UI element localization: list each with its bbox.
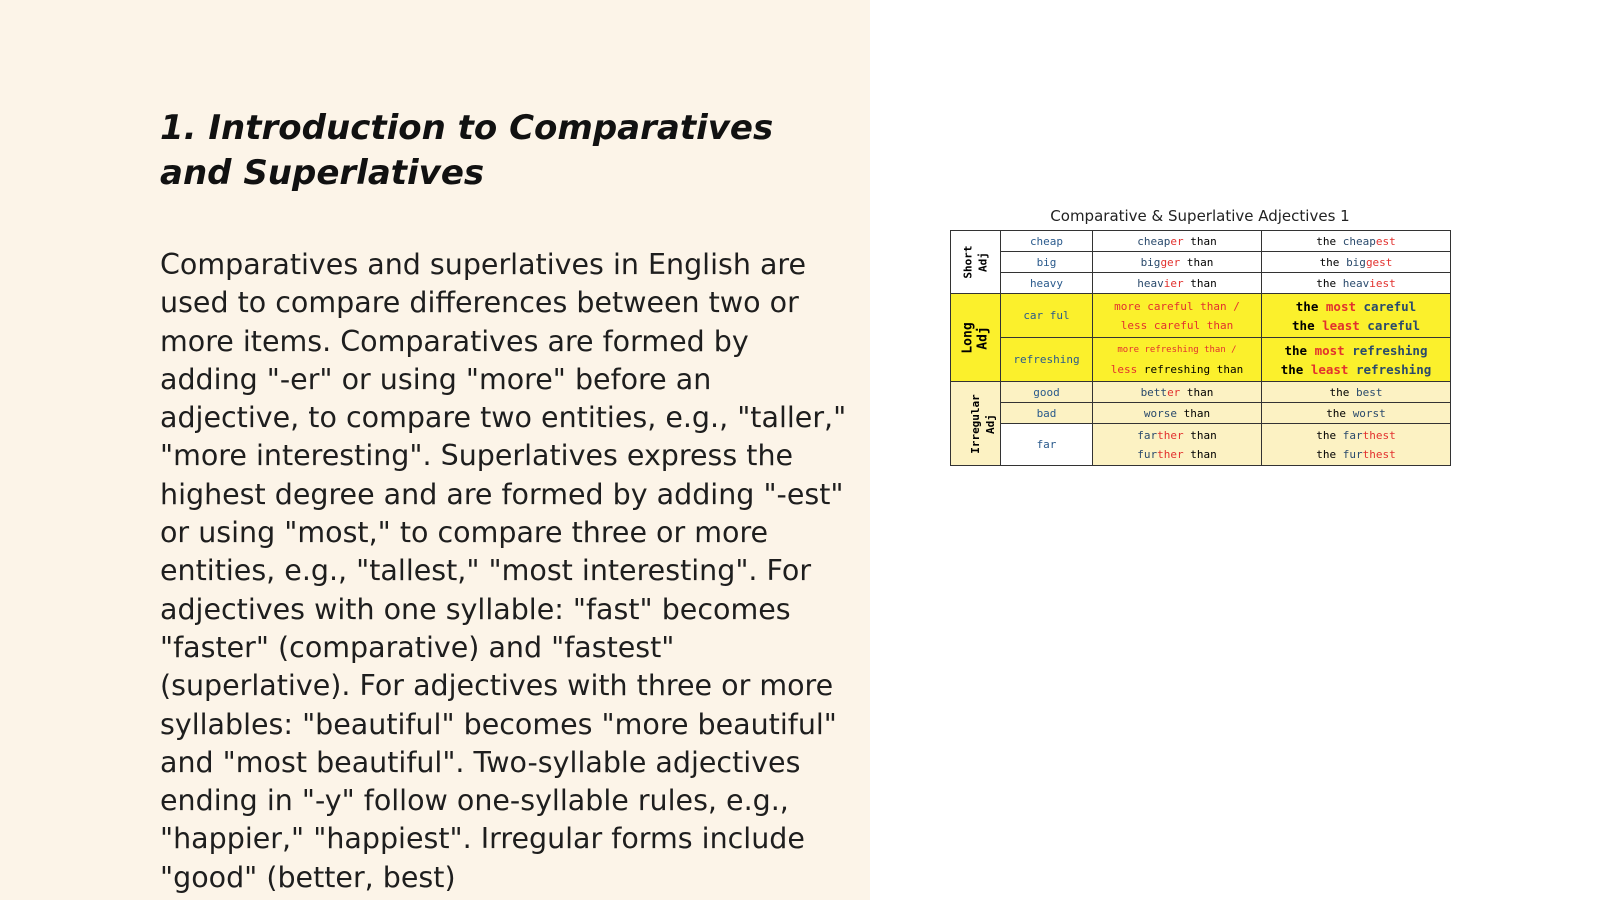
table-row	[951, 252, 1451, 273]
ending-text: thest	[1362, 447, 1396, 461]
comparative-line: more careful than /	[1114, 299, 1240, 313]
the-text: the	[1316, 428, 1343, 442]
base-cell: car ful	[1001, 294, 1093, 338]
figure-caption: Comparative & Superlative Adjectives 1	[1050, 207, 1350, 225]
comparative-line	[1095, 445, 1259, 464]
stem-text: big	[1346, 255, 1366, 269]
ending-text: est	[1375, 234, 1396, 248]
the-text: the	[1280, 361, 1311, 377]
ending-text: er	[1167, 385, 1181, 399]
comparative-line: less careful than	[1120, 318, 1234, 332]
than-text: than	[1177, 406, 1211, 420]
base-cell: good	[1001, 382, 1093, 403]
the-text: the	[1284, 342, 1315, 358]
slide-title: 1. Introduction to Comparatives and Superlatives	[160, 108, 774, 193]
group-label-line: Adj	[975, 325, 991, 350]
base-cell: bad	[1001, 403, 1093, 424]
base-cell: refreshing	[1001, 338, 1093, 382]
stem-text: fur	[1137, 447, 1158, 461]
stem-text: bett	[1140, 385, 1168, 399]
base-cell: big	[1001, 252, 1093, 273]
the-text: the	[1316, 234, 1343, 248]
stem-text: cheap	[1342, 234, 1376, 248]
stem-text: refreshing	[1344, 342, 1428, 358]
superlative-line	[1264, 360, 1448, 379]
comparative-cell	[1093, 424, 1262, 466]
the-text: the	[1329, 385, 1356, 399]
the-text: the	[1316, 276, 1343, 290]
superlative-cell	[1262, 382, 1451, 403]
than-text: than	[1180, 255, 1214, 269]
the-text: the	[1326, 406, 1353, 420]
comparative-cell	[1093, 338, 1262, 382]
comparative-cell	[1093, 231, 1262, 252]
superlative-cell	[1262, 424, 1451, 466]
ending-text: gest	[1365, 255, 1393, 269]
ending-text: ier	[1163, 276, 1184, 290]
superlative-cell	[1262, 403, 1451, 424]
stem-text: far	[1137, 428, 1158, 442]
most-text: most	[1314, 342, 1345, 358]
superlative-line	[1264, 316, 1448, 335]
stem-text: careful	[1356, 298, 1417, 314]
than-text: than	[1183, 234, 1217, 248]
table-row	[951, 231, 1451, 252]
comparative-cell	[1093, 273, 1262, 294]
table-row	[951, 382, 1451, 403]
the-text: the	[1295, 298, 1326, 314]
comparative-line	[1095, 360, 1259, 379]
ending-text: ther	[1157, 447, 1184, 461]
ending-text: ger	[1160, 255, 1181, 269]
ending-text: iest	[1369, 276, 1396, 290]
group-label-short	[951, 231, 1001, 294]
least-text: least	[1322, 317, 1360, 333]
the-text: the	[1319, 255, 1347, 269]
less-text: less	[1110, 362, 1138, 376]
base-cell: far	[1001, 424, 1093, 466]
least-text: least	[1310, 361, 1349, 377]
ending-text: er	[1170, 234, 1184, 248]
base-cell: heavy	[1001, 273, 1093, 294]
table-row	[951, 424, 1451, 466]
group-label-long	[951, 294, 1001, 382]
the-text: the	[1316, 447, 1343, 461]
superlative-cell	[1262, 273, 1451, 294]
stem-text: refreshing than	[1137, 362, 1244, 376]
superlative-cell	[1262, 231, 1451, 252]
group-label-line: Irregular	[968, 393, 982, 454]
than-text: than	[1180, 385, 1214, 399]
ending-text: thest	[1362, 428, 1396, 442]
stem-text: fur	[1342, 447, 1363, 461]
stem-text: heav	[1137, 276, 1164, 290]
stem-text: worst	[1352, 406, 1386, 420]
stem-text: big	[1140, 255, 1161, 269]
than-text: than	[1183, 447, 1217, 461]
stem-text: refreshing	[1348, 361, 1432, 377]
stem-text: careful	[1359, 317, 1420, 333]
adjectives-table	[950, 230, 1451, 466]
comparative-line: more refreshing than /	[1117, 344, 1237, 355]
superlative-line	[1264, 445, 1448, 464]
group-label-line: Adj	[976, 252, 990, 272]
stem-text: worse	[1143, 406, 1177, 420]
comparative-cell	[1093, 252, 1262, 273]
than-text: than	[1183, 428, 1217, 442]
most-text: most	[1325, 298, 1356, 314]
comparative-cell	[1093, 403, 1262, 424]
than-text: than	[1183, 276, 1217, 290]
stem-text: heav	[1342, 276, 1370, 290]
base-cell: cheap	[1001, 231, 1093, 252]
superlative-cell	[1262, 338, 1451, 382]
table-row	[951, 294, 1451, 338]
stem-text: far	[1342, 428, 1363, 442]
comparative-line	[1095, 426, 1259, 445]
stem-text: cheap	[1137, 234, 1171, 248]
superlative-line	[1264, 426, 1448, 445]
superlative-line	[1264, 297, 1448, 316]
table-row	[951, 338, 1451, 382]
comparative-cell	[1093, 294, 1262, 338]
group-label-irregular	[951, 382, 1001, 466]
table-row	[951, 273, 1451, 294]
stem-text: best	[1356, 385, 1383, 399]
group-label-line: Long	[960, 321, 976, 354]
slide-body: Comparatives and superlatives in English are used to compare differences between two or more items. Comparatives are formed by adding "-er" or using "more" before an adjective, to compare two entities, e.g., "taller," "more interesting". Superlatives express the highest degree and are formed by adding "-est" or using "most," to compare three or more entities, e.g., "tallest," "most interesting". For adjectives with one syllable: "fast" becomes "faster" (comparative) and "fastest" (superlative). For adjectives with three or more syllables: "beautiful" becomes "more beautiful" and "most beautiful". Two-syllable adjectives ending in "-y" follow one-syllable rules, e.g., "happier," "happiest". Irregular forms include "good" (better, best)	[160, 248, 847, 894]
the-text: the	[1292, 317, 1323, 333]
group-label-line: Short	[961, 245, 975, 279]
ending-text: ther	[1157, 428, 1184, 442]
table-row	[951, 403, 1451, 424]
group-label-line: Adj	[983, 413, 997, 434]
superlative-line	[1264, 341, 1448, 360]
comparative-cell	[1093, 382, 1262, 403]
superlative-cell	[1262, 252, 1451, 273]
adjectives-table-figure	[950, 204, 1450, 480]
superlative-cell	[1262, 294, 1451, 338]
